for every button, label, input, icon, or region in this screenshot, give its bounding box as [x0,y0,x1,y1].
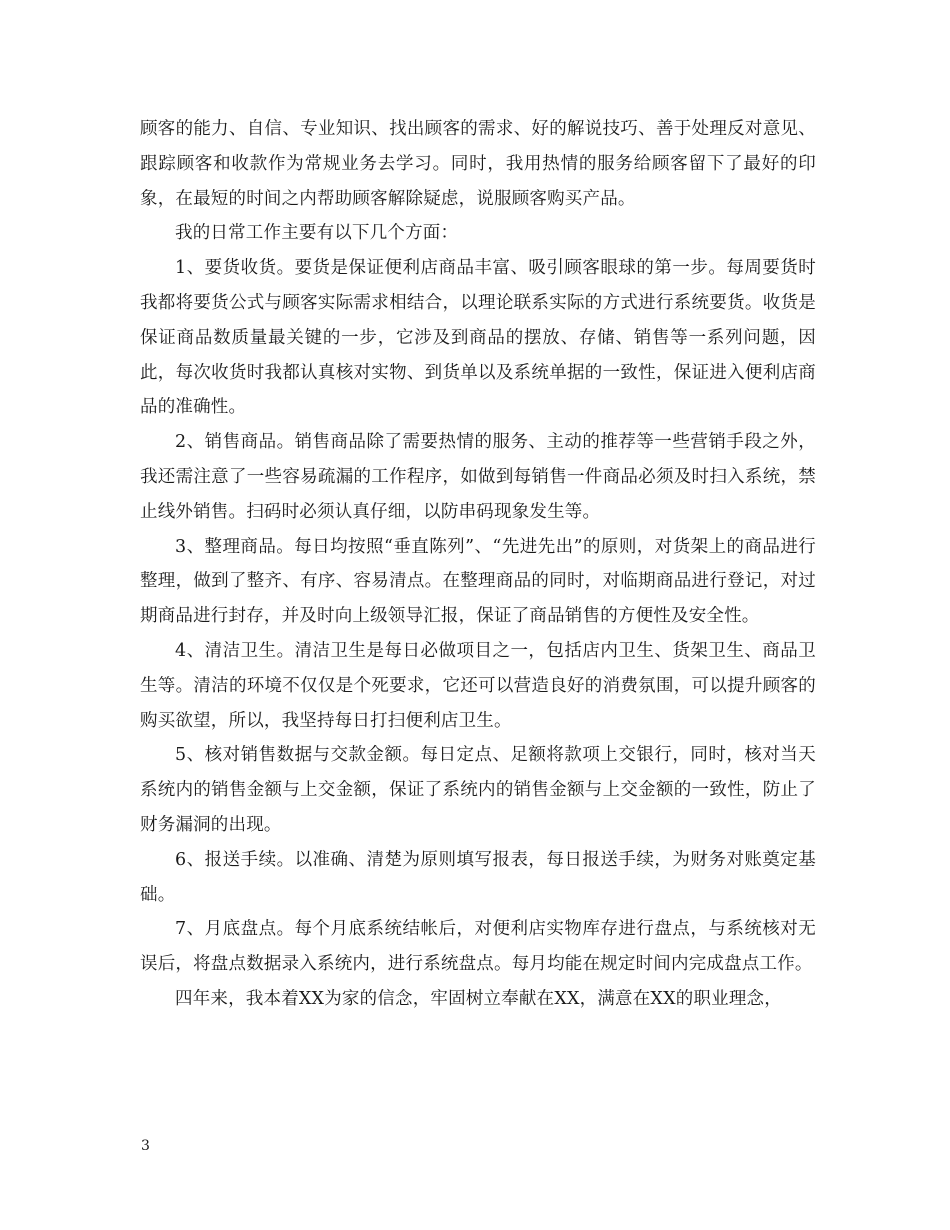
paragraph-item-5: 5、核对销售数据与交款金额。每日定点、足额将款项上交银行，同时，核对当天系统内的销售金额与上交金额，保证了系统内的销售金额与上交金额的一致性，防止了财务漏洞的出现。 [140,745,816,835]
paragraph-item-7: 7、月底盘点。每个月底系统结帐后，对便利店实物库存进行盘点，与系统核对无误后，将盘点数据录入系统内，进行系统盘点。每月均能在规定时间内完成盘点工作。 [140,919,816,975]
page-number: 3 [141,1138,150,1154]
paragraph-item-2: 2、销售商品。销售商品除了需要热情的服务、主动的推荐等一些营销手段之外，我还需注意了一些容易疏漏的工作程序，如做到每销售一件商品必须及时扫入系统，禁止线外销售。扫码时必须认真仔细，以防串码现象发生等。 [140,432,816,522]
paragraph-item-1: 1、要货收货。要货是保证便利店商品丰富、吸引顾客眼球的第一步。每周要货时我都将要货公式与顾客实际需求相结合，以理论联系实际的方式进行系统要货。收货是保证商品数质量最关键的一步，它涉及到商品的摆放、存储、销售等一系列问题，因此，每次收货时我都认真核对实物、到货单以及系统单据的一致性，保证进入便利店商品的准确性。 [140,258,816,418]
paragraph-closing: 四年来，我本着XX为家的信念，牢固树立奉献在XX，满意在XX的职业理念， [175,988,782,1009]
paragraph-continued: 顾客的能力、自信、专业知识、找出顾客的需求、好的解说技巧、善于处理反对意见、跟踪顾客和收款作为常规业务去学习。同时，我用热情的服务给顾客留下了最好的印象，在最短的时间之内帮助顾客解除疑虑，说服顾客购买产品。 [140,119,816,209]
document-body [140,112,816,1017]
paragraph-item-4: 4、清洁卫生。清洁卫生是每日必做项目之一，包括店内卫生、货架卫生、商品卫生等。清洁的环境不仅仅是个死要求，它还可以营造良好的消费氛围，可以提升顾客的购买欲望，所以，我坚持每日打扫便利店卫生。 [140,640,816,731]
paragraph-item-3: 3、整理商品。每日均按照“垂直陈列”、“先进先出”的原则，对货架上的商品进行整理，做到了整齐、有序、容易清点。在整理商品的同时，对临期商品进行登记，对过期商品进行封存，并及时向上级领导汇报，保证了商品销售的方便性及安全性。 [140,536,816,627]
paragraph-intro: 我的日常工作主要有以下几个方面： [175,223,459,244]
paragraph-item-6: 6、报送手续。以准确、清楚为原则填写报表，每日报送手续，为财务对账奠定基础。 [140,849,816,905]
